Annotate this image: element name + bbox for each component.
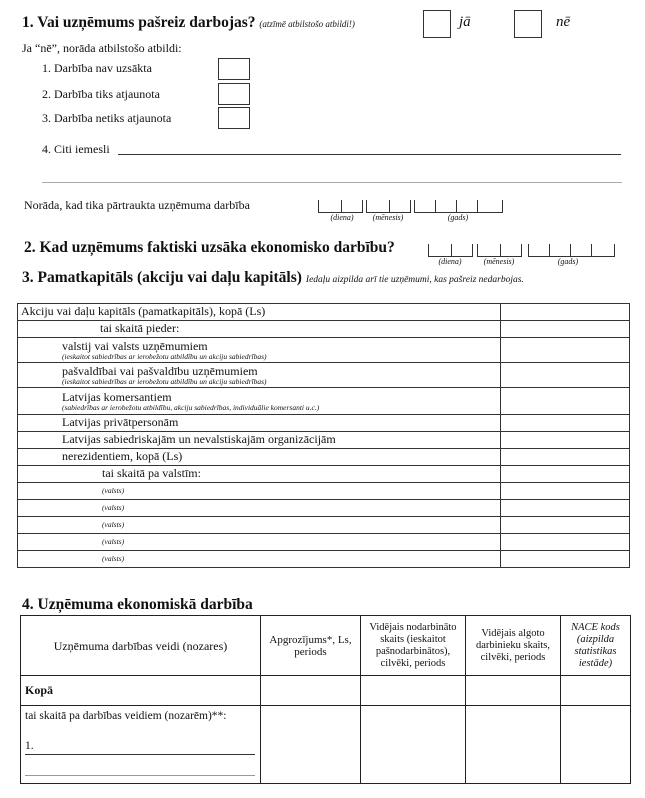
yes-checkbox[interactable] [423,10,451,38]
no-checkbox[interactable] [514,10,542,38]
other-reasons-label: 4. Citi iemesli [42,142,110,156]
capital-state-value[interactable] [501,338,629,362]
capital-latvian-cell [18,388,501,414]
total-nace[interactable] [561,676,631,706]
capital-municipal-sub: (ieskaitot sabiedrības ar ierobežotu atbildību un akciju sabiedrības) [62,377,267,386]
capital-latvian-sub: (sabiedrības ar ierobežotu atbildību, akciju sabiedrības, individuālie komersanti u.c.) [62,403,320,412]
country-2-value[interactable] [501,500,629,516]
start-day-label: (diena) [438,257,462,266]
country-5-label: (valsts) [18,551,501,567]
option-1-label: 1. Darbība nav uzsākta [42,61,152,75]
capital-table [17,303,630,568]
table-row [18,483,629,500]
activity-nace[interactable] [561,706,631,784]
capital-private-value[interactable] [501,415,629,431]
activity-turnover[interactable] [261,706,361,784]
start-year-label: (gads) [557,257,579,266]
option-3-label: 3. Darbība netiks atjaunota [42,111,172,125]
header-activities: Uzņēmuma darbības veidi (nozares) [21,616,261,676]
other-reasons-line[interactable] [118,154,621,155]
total-label: Kopā [21,676,261,706]
option-1-box[interactable] [218,58,250,80]
capital-incl-label: tai skaitā pieder: [18,321,501,337]
header-employees: Vidējais nodarbināto skaits (ieskaitot pašnodarbinātos), cilvēki, periods [361,616,466,676]
activity-1-line[interactable] [25,740,255,755]
stop-day-label: (diena) [330,213,354,222]
table-row [21,706,631,784]
capital-total-label: Akciju vai daļu kapitāls (pamatkapitāls), kopā (Ls) [18,304,501,320]
activity-employees[interactable] [361,706,466,784]
header-turnover: Apgrozījums*, Ls, periods [261,616,361,676]
table-header-row [21,616,631,676]
section3-heading [22,269,524,287]
section4-title: 4. Uzņēmuma ekonomiskā darbība [22,596,253,613]
section3-title: 3. Pamatkapitāls (akciju vai daļu kapitāls) [22,269,302,286]
activities-cell [21,706,261,784]
table-row [18,432,629,449]
section1-note: (atzīmē atbilstošo atbildi!) [259,19,355,29]
option-2-label: 2. Darbība tiks atjaunota [42,87,160,101]
country-2-label: (valsts) [18,500,501,516]
table-row [18,449,629,466]
activity-2-line[interactable] [25,775,255,776]
option-2-box[interactable] [218,83,250,105]
table-row [18,338,629,363]
country-3-value[interactable] [501,517,629,533]
table-row [18,415,629,432]
table-row [21,676,631,706]
total-employees[interactable] [361,676,466,706]
no-label: nē [556,14,571,30]
country-5-value[interactable] [501,551,629,567]
capital-total-value[interactable] [501,304,629,320]
capital-latvian-value[interactable] [501,388,629,414]
stop-year-label: (gads) [447,213,469,222]
capital-municipal-value[interactable] [501,363,629,387]
section3-note: Iedaļu aizpilda arī tie uzņēmumi, kas pašreiz nedarbojas. [305,275,524,285]
section2-title: 2. Kad uzņēmums faktiski uzsāka ekonomisko darbību? [24,239,395,256]
other-reasons-line-2[interactable] [42,182,622,183]
total-paid[interactable] [466,676,561,706]
capital-ngo-value[interactable] [501,432,629,448]
yes-label: jā [459,14,471,30]
table-row [18,363,629,388]
capital-state-label: valstij vai valsts uzņēmumiem [62,339,208,353]
activities-incl-label: tai skaitā pa darbības veidiem (nozarēm)**: [25,710,227,722]
table-row [18,517,629,534]
activity-paid[interactable] [466,706,561,784]
capital-private-label: Latvijas privātpersonām [18,415,501,431]
option-3-box[interactable] [218,107,250,129]
capital-latvian-label: Latvijas komersantiem [62,390,172,404]
total-turnover[interactable] [261,676,361,706]
activity-table [20,615,631,784]
stop-date-label: Norāda, kad tika pārtraukta uzņēmuma darbība [24,198,250,212]
capital-municipal-cell [18,363,501,387]
country-1-label: (valsts) [18,483,501,499]
table-row [18,304,629,321]
section1-title: 1. Vai uzņēmums pašreiz darbojas? (atzīmē atbilstošo atbildi!) [22,14,355,31]
table-row [18,321,629,338]
country-1-value[interactable] [501,483,629,499]
capital-state-sub: (ieskaitot sabiedrības ar ierobežotu atbildību un akciju sabiedrības) [62,352,267,361]
capital-municipal-label: pašvaldībai vai pašvaldību uzņēmumiem [62,364,258,378]
country-3-label: (valsts) [18,517,501,533]
activity-1-number: 1. [25,740,34,752]
section1-intro: Ja “nē”, norāda atbilstošo atbildi: [22,41,182,55]
capital-ngo-label: Latvijas sabiedriskajām un nevalstiskajām organizācijām [18,432,501,448]
start-month-label: (mēnesis) [483,257,515,266]
header-nace: NACE kods (aizpilda statistikas iestāde) [561,616,631,676]
header-paid: Vidējais algoto darbinieku skaits, cilvēki, periods [466,616,561,676]
capital-incl-value[interactable] [501,321,629,337]
capital-by-country-label: tai skaitā pa valstīm: [18,466,501,482]
capital-nonres-label: nerezidentiem, kopā (Ls) [18,449,501,465]
stop-month-label: (mēnesis) [372,213,404,222]
country-4-label: (valsts) [18,534,501,550]
capital-state-cell [18,338,501,362]
capital-nonres-value[interactable] [501,449,629,465]
capital-by-country-value[interactable] [501,466,629,482]
table-row [18,466,629,483]
country-4-value[interactable] [501,534,629,550]
table-row [18,500,629,517]
table-row [18,534,629,551]
table-row [18,551,629,567]
table-row [18,388,629,415]
